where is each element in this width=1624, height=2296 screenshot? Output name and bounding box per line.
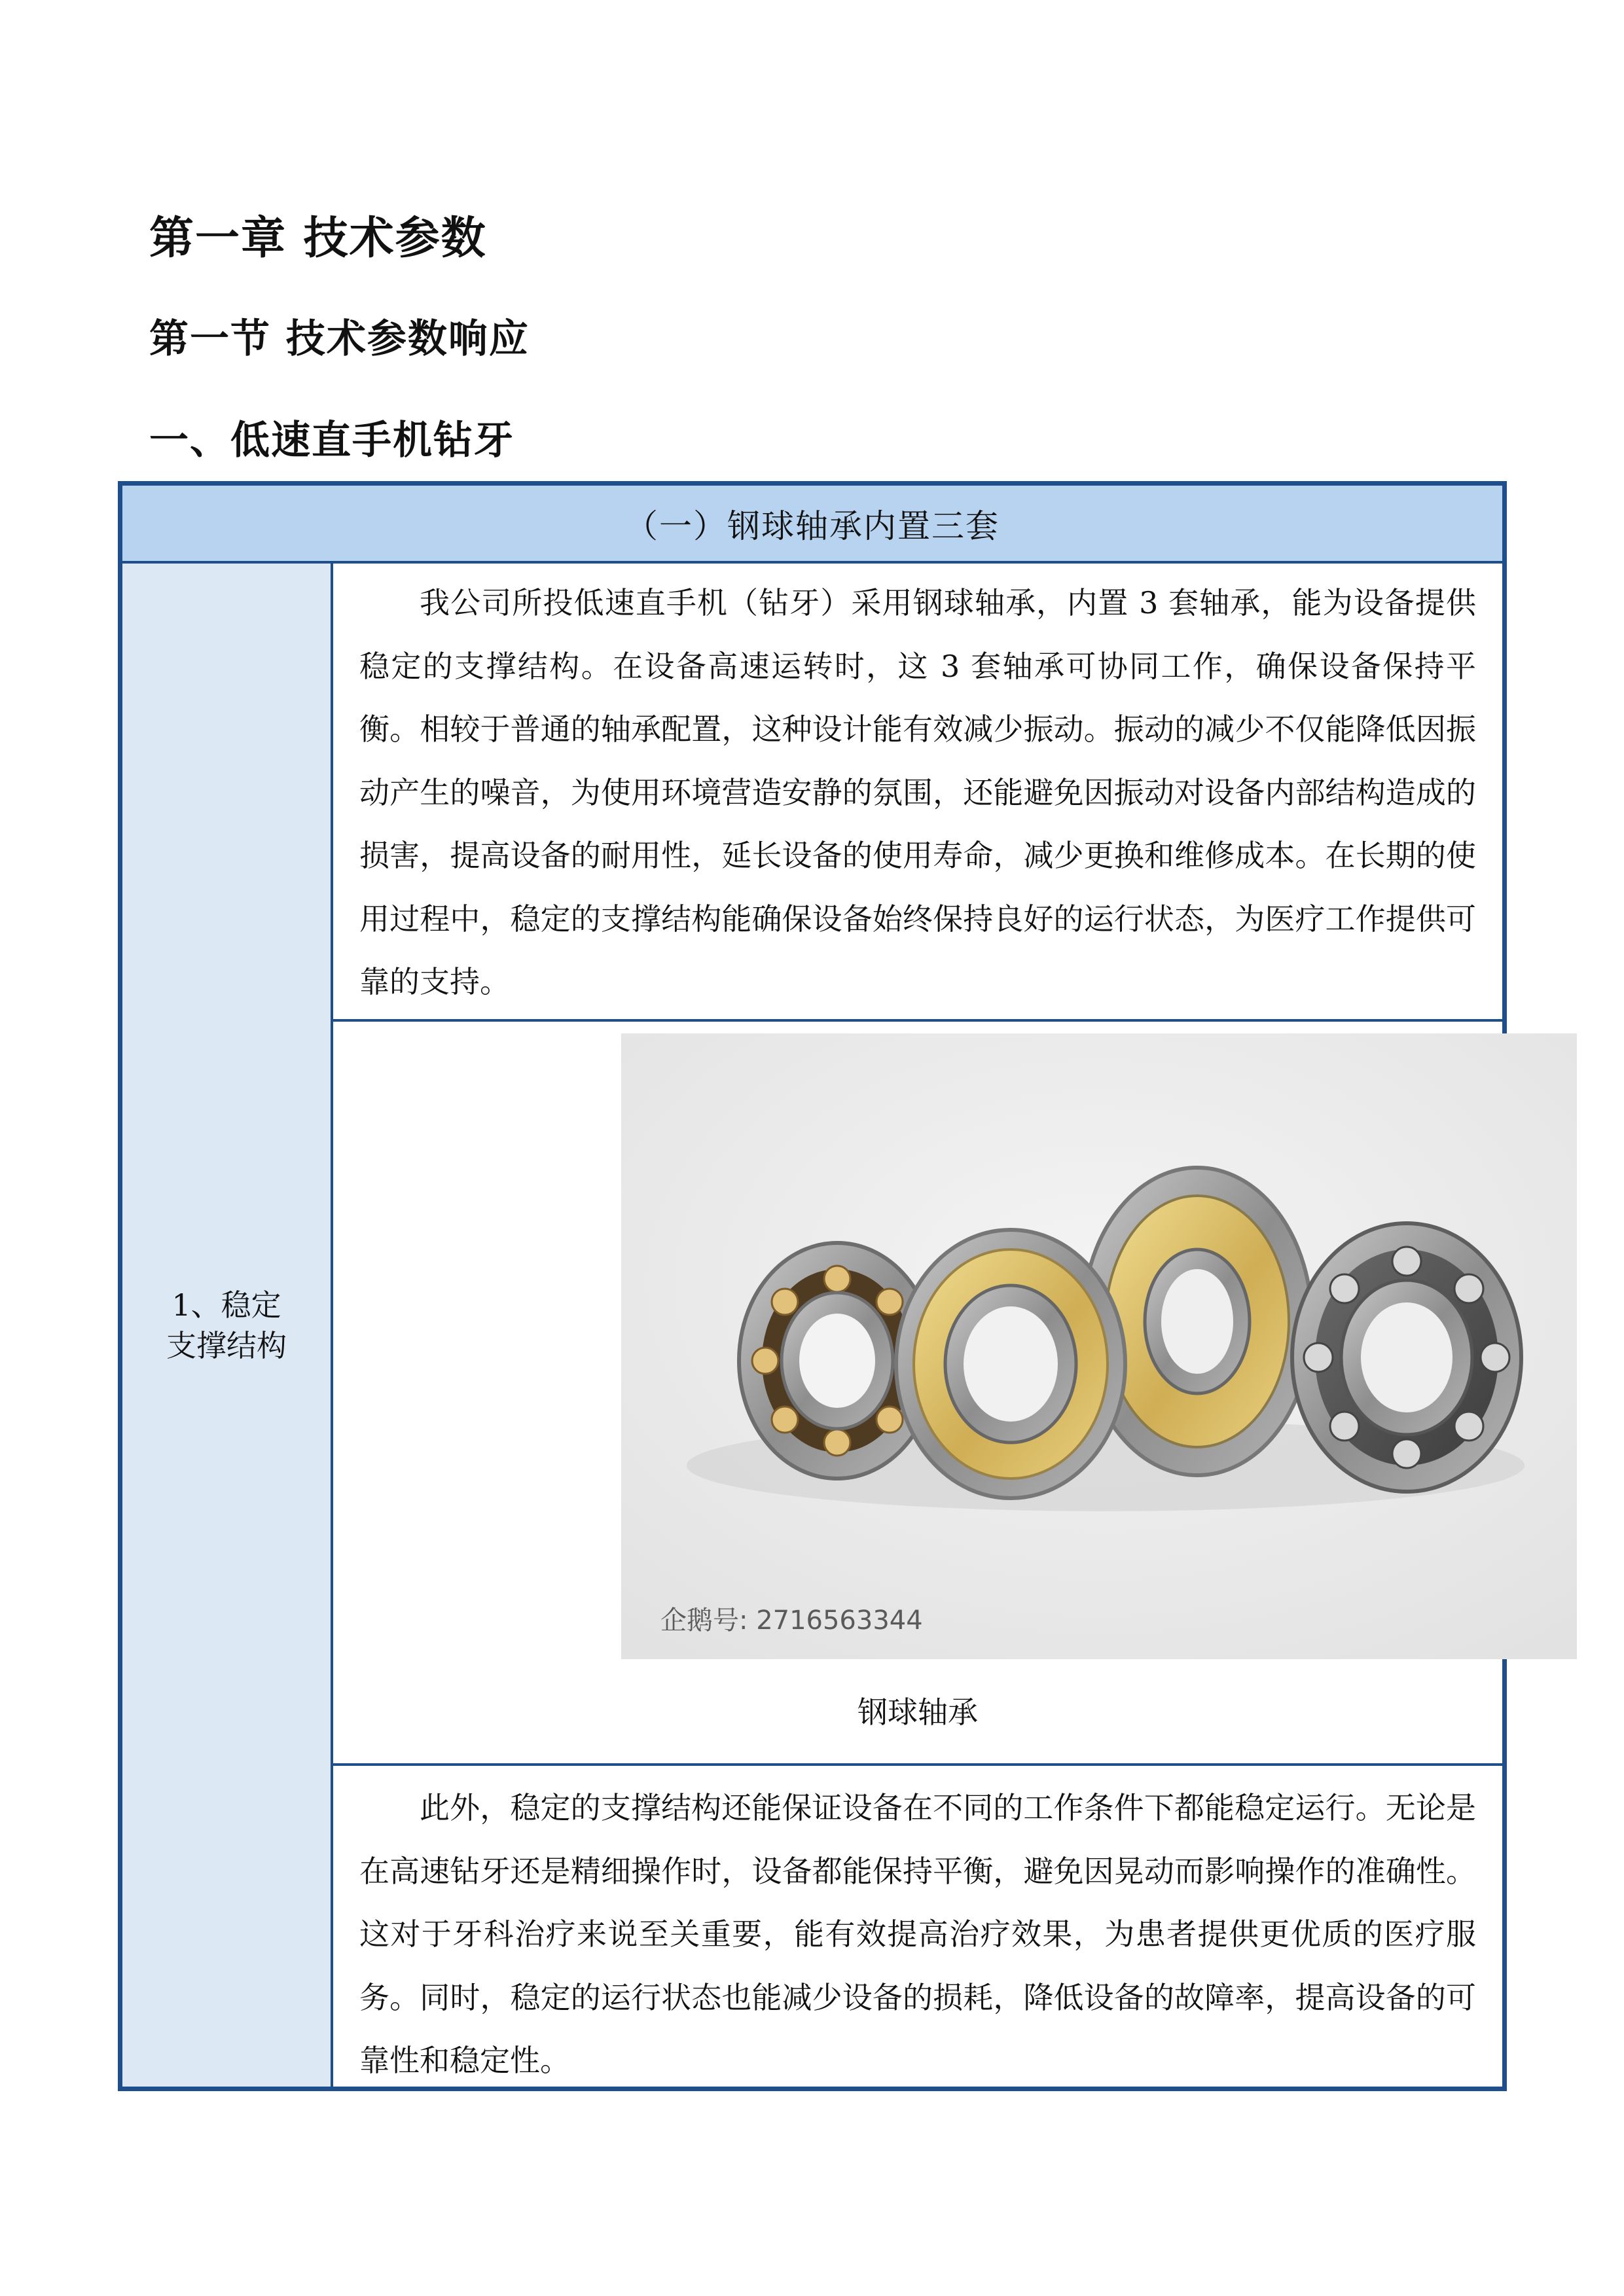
image-cell — [333, 1024, 1502, 1766]
chapter-title: 第一章 技术参数 — [149, 213, 487, 264]
additional-paragraph: 此外，稳定的支撑结构还能保证设备在不同的工作条件下都能稳定运行。无论是在高速钻牙还是精细操作时，设备都能保持平衡，避免因晃动而影响操作的准确性。这对于牙科治疗来说至关重要，能有效提高治疗效果，为患者提供更优质的医疗服务。同时，稳定的运行状态也能减少设备的损耗，降低设备的故障率，提高设备的可靠性和稳定性。 — [359, 1790, 1476, 2078]
row-label: 1、稳定支撑结构 — [166, 1287, 287, 1363]
subsection-title: 一、低速直手机钻牙 — [149, 418, 514, 463]
description-paragraph: 我公司所投低速直手机（钻牙）采用钢球轴承，内置 3 套轴承，能为设备提供稳定的支撑结构。在设备高速运转时，这 3 套轴承可协同工作，确保设备保持平衡。相较于普通的轴承配置，这种设计能有效减少振动。振动的减少不仅能降低因振动产生的噪音，为使用环境营造安静的氛围，还能避免因振动对设备内部结构造成的损害，提高设备的耐用性，延长设备的使用寿命，减少更换和维修成本。在长期的使用过程中，稳定的支撑结构能确保设备始终保持良好的运行状态，为医疗工作提供可靠的支持。 — [359, 585, 1476, 999]
spec-table — [118, 481, 1507, 2091]
photo-watermark: 企鹅号: 2716563344 — [660, 1605, 923, 1636]
table-header: （一）钢球轴承内置三套 — [122, 486, 1502, 564]
bearing-right-dark — [1292, 1223, 1521, 1492]
image-caption: 钢球轴承 — [857, 1695, 978, 1730]
section-title: 第一节 技术参数响应 — [149, 316, 530, 362]
row-label-cell — [122, 564, 333, 2087]
ball-bearing-photo — [621, 1033, 1577, 1659]
additional-cell — [333, 1768, 1502, 2087]
description-cell — [333, 564, 1502, 1022]
bearing-front-gold — [896, 1230, 1125, 1498]
